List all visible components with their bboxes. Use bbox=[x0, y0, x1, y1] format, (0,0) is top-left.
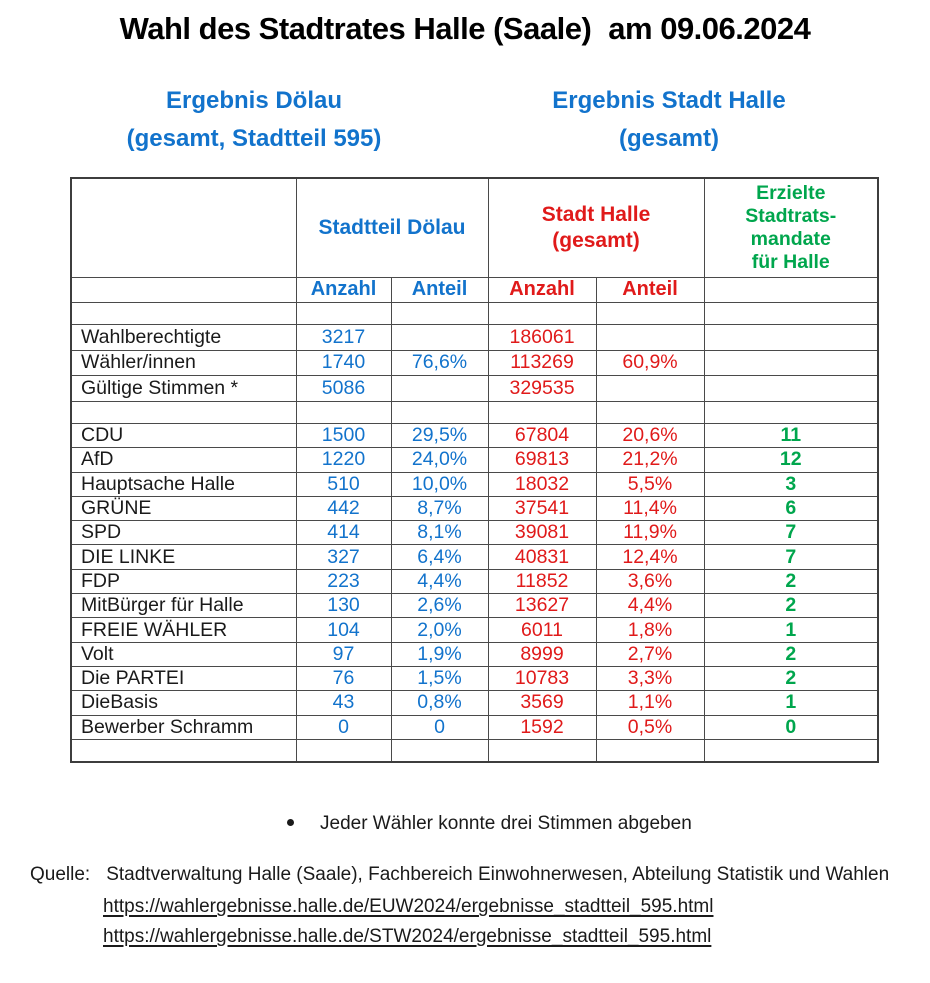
sub-header-row bbox=[71, 277, 878, 302]
table-row bbox=[71, 569, 878, 593]
row-label: AfD bbox=[71, 448, 296, 472]
row-label: Volt bbox=[71, 642, 296, 666]
row-cell: 104 bbox=[296, 618, 391, 642]
row-label: FDP bbox=[71, 569, 296, 593]
row-cell bbox=[488, 302, 596, 325]
section-header-stadt-halle-line2: (gesamt) bbox=[618, 125, 720, 152]
col-group-stadt-halle-line1: Stadt Halle bbox=[541, 202, 651, 226]
table-row bbox=[71, 642, 878, 666]
row-label bbox=[71, 302, 296, 325]
row-label: CDU bbox=[71, 424, 296, 448]
sub-header-doelau-anzahl: Anzahl bbox=[296, 277, 391, 302]
row-label: MitBürger für Halle bbox=[71, 594, 296, 618]
col-group-mandate-line3: mandate bbox=[750, 227, 831, 250]
row-cell: 442 bbox=[296, 496, 391, 520]
table-row bbox=[71, 691, 878, 715]
row-cell: 6 bbox=[704, 496, 878, 520]
row-cell bbox=[391, 401, 488, 424]
row-cell: 6011 bbox=[488, 618, 596, 642]
sub-header-halle-anzahl: Anzahl bbox=[488, 277, 596, 302]
row-cell bbox=[596, 376, 704, 402]
row-cell: 223 bbox=[296, 569, 391, 593]
row-cell: 13627 bbox=[488, 594, 596, 618]
sub-header-doelau-anteil: Anteil bbox=[391, 277, 488, 302]
row-cell: 10,0% bbox=[391, 472, 488, 496]
row-cell: 60,9% bbox=[596, 350, 704, 376]
row-cell: 327 bbox=[296, 545, 391, 569]
row-cell: 24,0% bbox=[391, 448, 488, 472]
table-row bbox=[71, 472, 878, 496]
row-cell bbox=[704, 350, 878, 376]
sub-header-halle-anteil: Anteil bbox=[596, 277, 704, 302]
row-cell: 20,6% bbox=[596, 424, 704, 448]
row-cell: 40831 bbox=[488, 545, 596, 569]
footnote-text: Jeder Wähler konnte drei Stimmen abgeben bbox=[320, 813, 692, 834]
row-label: Die PARTEI bbox=[71, 666, 296, 690]
row-label: FREIE WÄHLER bbox=[71, 618, 296, 642]
source-text: Stadtverwaltung Halle (Saale), Fachbereich Einwohnerwesen, Abteilung Statistik und Wahlen bbox=[106, 864, 890, 885]
row-cell bbox=[704, 739, 878, 762]
source-url-stw2024[interactable]: https://wahlergebnisse.halle.de/STW2024/ergebnisse_stadtteil_595.html bbox=[103, 926, 712, 947]
source-line bbox=[30, 864, 889, 886]
row-cell: 4,4% bbox=[391, 569, 488, 593]
row-cell bbox=[391, 302, 488, 325]
row-cell: 4,4% bbox=[596, 594, 704, 618]
row-cell bbox=[296, 401, 391, 424]
row-cell bbox=[391, 739, 488, 762]
row-cell: 97 bbox=[296, 642, 391, 666]
row-cell: 5,5% bbox=[596, 472, 704, 496]
row-cell: 1,1% bbox=[596, 691, 704, 715]
row-cell: 0 bbox=[391, 715, 488, 739]
table-row bbox=[71, 521, 878, 545]
row-cell: 11852 bbox=[488, 569, 596, 593]
table-row bbox=[71, 715, 878, 739]
table-row bbox=[71, 424, 878, 448]
spacer-row bbox=[71, 302, 878, 325]
row-cell: 12,4% bbox=[596, 545, 704, 569]
col-group-stadt-halle-line2: (gesamt) bbox=[552, 228, 640, 252]
row-label: Hauptsache Halle bbox=[71, 472, 296, 496]
row-cell: 3 bbox=[704, 472, 878, 496]
row-cell: 2,7% bbox=[596, 642, 704, 666]
section-header-doelau-line2: (gesamt, Stadtteil 595) bbox=[126, 125, 382, 152]
row-cell: 1 bbox=[704, 618, 878, 642]
row-cell: 2 bbox=[704, 642, 878, 666]
row-label: DieBasis bbox=[71, 691, 296, 715]
col-group-mandate-line2: Stadtrats- bbox=[745, 204, 837, 227]
row-cell: 8,1% bbox=[391, 521, 488, 545]
col-group-mandate bbox=[704, 178, 878, 277]
source-label: Quelle: bbox=[30, 864, 91, 885]
row-cell: 1,5% bbox=[391, 666, 488, 690]
column-group-header-row bbox=[71, 178, 878, 277]
row-cell: 1,9% bbox=[391, 642, 488, 666]
row-cell: 5086 bbox=[296, 376, 391, 402]
row-cell: 2 bbox=[704, 594, 878, 618]
row-cell: 130 bbox=[296, 594, 391, 618]
row-cell bbox=[296, 739, 391, 762]
row-cell bbox=[704, 376, 878, 402]
table-row bbox=[71, 448, 878, 472]
row-cell: 8,7% bbox=[391, 496, 488, 520]
row-cell: 11,4% bbox=[596, 496, 704, 520]
row-cell: 12 bbox=[704, 448, 878, 472]
row-cell bbox=[704, 325, 878, 351]
row-label: GRÜNE bbox=[71, 496, 296, 520]
row-cell: 3217 bbox=[296, 325, 391, 351]
row-cell: 3569 bbox=[488, 691, 596, 715]
col-group-stadt-halle bbox=[488, 178, 704, 277]
row-cell: 1 bbox=[704, 691, 878, 715]
row-cell: 0 bbox=[704, 715, 878, 739]
row-cell: 7 bbox=[704, 521, 878, 545]
table-row bbox=[71, 496, 878, 520]
row-cell bbox=[391, 376, 488, 402]
page-title-main: Wahl des Stadtrates Halle (Saale) bbox=[119, 11, 592, 46]
row-cell: 3,3% bbox=[596, 666, 704, 690]
table-row bbox=[71, 325, 878, 351]
row-cell: 76,6% bbox=[391, 350, 488, 376]
row-cell bbox=[596, 302, 704, 325]
table-row bbox=[71, 376, 878, 402]
row-cell: 3,6% bbox=[596, 569, 704, 593]
row-cell: 2,0% bbox=[391, 618, 488, 642]
results-table bbox=[70, 177, 879, 763]
table-row bbox=[71, 618, 878, 642]
row-cell: 39081 bbox=[488, 521, 596, 545]
table-row bbox=[71, 666, 878, 690]
row-cell: 29,5% bbox=[391, 424, 488, 448]
row-label bbox=[71, 401, 296, 424]
col-group-doelau: Stadtteil Dölau bbox=[296, 178, 488, 277]
row-label: DIE LINKE bbox=[71, 545, 296, 569]
row-cell: 329535 bbox=[488, 376, 596, 402]
row-cell: 1,8% bbox=[596, 618, 704, 642]
spacer-row bbox=[71, 401, 878, 424]
row-cell: 2 bbox=[704, 569, 878, 593]
section-header-stadt-halle-line1: Ergebnis Stadt Halle bbox=[552, 87, 786, 114]
page-title-date: am 09.06.2024 bbox=[608, 11, 811, 46]
row-cell: 1740 bbox=[296, 350, 391, 376]
spacer-row bbox=[71, 739, 878, 762]
row-cell: 7 bbox=[704, 545, 878, 569]
row-cell bbox=[488, 401, 596, 424]
source-url-euw2024[interactable]: https://wahlergebnisse.halle.de/EUW2024/ergebnisse_stadtteil_595.html bbox=[103, 896, 714, 917]
row-label bbox=[71, 739, 296, 762]
row-cell: 11,9% bbox=[596, 521, 704, 545]
row-cell: 21,2% bbox=[596, 448, 704, 472]
row-cell: 37541 bbox=[488, 496, 596, 520]
sub-header-mandate-empty bbox=[704, 277, 878, 302]
row-cell bbox=[596, 325, 704, 351]
row-cell: 6,4% bbox=[391, 545, 488, 569]
row-cell: 0 bbox=[296, 715, 391, 739]
table-row bbox=[71, 545, 878, 569]
row-cell bbox=[296, 302, 391, 325]
row-cell: 8999 bbox=[488, 642, 596, 666]
row-cell: 10783 bbox=[488, 666, 596, 690]
row-cell: 1500 bbox=[296, 424, 391, 448]
row-cell bbox=[391, 325, 488, 351]
table-row bbox=[71, 594, 878, 618]
section-header-doelau-line1: Ergebnis Dölau bbox=[165, 87, 343, 114]
row-cell: 67804 bbox=[488, 424, 596, 448]
row-cell: 18032 bbox=[488, 472, 596, 496]
row-cell: 76 bbox=[296, 666, 391, 690]
row-label: Bewerber Schramm bbox=[71, 715, 296, 739]
row-cell: 69813 bbox=[488, 448, 596, 472]
row-label: SPD bbox=[71, 521, 296, 545]
row-cell: 1592 bbox=[488, 715, 596, 739]
row-cell: 1220 bbox=[296, 448, 391, 472]
row-cell bbox=[596, 401, 704, 424]
row-cell: 2 bbox=[704, 666, 878, 690]
row-cell: 510 bbox=[296, 472, 391, 496]
row-cell: 0,8% bbox=[391, 691, 488, 715]
row-cell: 186061 bbox=[488, 325, 596, 351]
table-row bbox=[71, 350, 878, 376]
col-group-mandate-line4: für Halle bbox=[751, 250, 830, 273]
section-header-doelau bbox=[68, 82, 440, 158]
row-cell bbox=[704, 401, 878, 424]
col-group-mandate-line1: Erzielte bbox=[756, 181, 826, 204]
row-cell bbox=[704, 302, 878, 325]
results-table-body bbox=[71, 302, 878, 762]
row-cell: 414 bbox=[296, 521, 391, 545]
footnote-bullet-icon bbox=[287, 819, 294, 826]
page-title bbox=[0, 11, 930, 47]
row-cell bbox=[596, 739, 704, 762]
row-cell bbox=[488, 739, 596, 762]
row-label: Gültige Stimmen * bbox=[71, 376, 296, 402]
row-cell: 113269 bbox=[488, 350, 596, 376]
row-cell: 43 bbox=[296, 691, 391, 715]
section-header-stadt-halle bbox=[483, 82, 855, 158]
row-label: Wähler/innen bbox=[71, 350, 296, 376]
row-cell: 11 bbox=[704, 424, 878, 448]
row-label: Wahlberechtigte bbox=[71, 325, 296, 351]
corner-cell bbox=[71, 178, 296, 277]
sub-header-empty bbox=[71, 277, 296, 302]
row-cell: 0,5% bbox=[596, 715, 704, 739]
row-cell: 2,6% bbox=[391, 594, 488, 618]
